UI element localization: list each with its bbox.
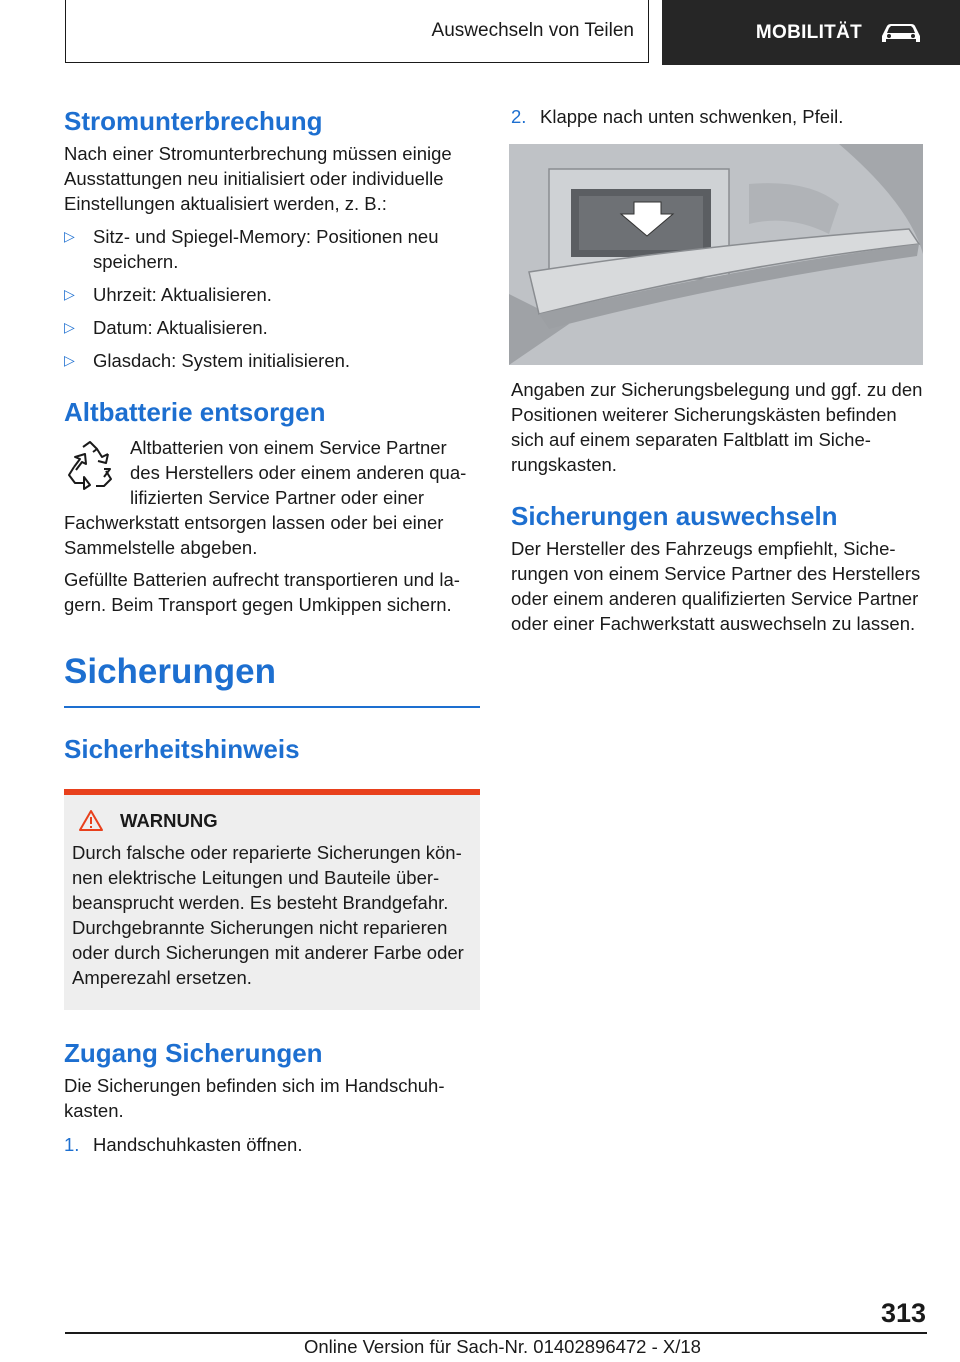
heading-sicherungen: Sicherungen <box>64 652 276 691</box>
bullet-marker: ▷ <box>64 352 75 368</box>
warning-header <box>78 809 472 832</box>
paragraph-auswechseln: Der Hersteller des Fahrzeugs empfiehlt, Sicherungen von einem Service Partner des Herstellers oder einem anderen qualifizierten Service Partner oder einer Fachwerkstatt auswechseln zu lassen. <box>511 538 921 634</box>
heading-auswechseln: Sicherungen auswechseln <box>511 501 838 531</box>
chapter-title: MOBILITÄT <box>755 21 862 43</box>
paragraph-altbatterie-2: Gefüllte Batterien aufrecht transportieren und lagern. Beim Transport gegen Umkippen sichern. <box>64 569 460 615</box>
paragraph-angaben: Angaben zur Sicherungsbelegung und ggf. zu den Positionen weiterer Sicherungskästen befinden sich auf einem separaten Faltblatt im Sicherungskasten. <box>511 379 923 475</box>
list-item <box>64 315 480 340</box>
altbatterie-block <box>64 435 480 560</box>
step-1 <box>64 1132 480 1157</box>
paragraph-zugang: Die Sicherungen befinden sich im Handschuhkasten. <box>64 1075 445 1121</box>
list-item-text: Uhrzeit: Aktualisieren. <box>93 284 272 305</box>
step-text: Klappe nach unten schwenken, Pfeil. <box>540 106 844 127</box>
left-column <box>64 100 480 1157</box>
list-item <box>64 348 480 373</box>
step-number: 1. <box>64 1134 80 1155</box>
bullet-marker: ▷ <box>64 228 75 244</box>
warning-text: Durch falsche oder reparierte Sicherungen können elektrische Leitungen und Bauteile überbeansprucht werden. Es besteht Brandgefahr. Durchgebrannte Sicherungen nicht reparieren oder durch Sicherungen mit anderer Farbe oder Amperezahl ersetzen. <box>72 842 464 988</box>
header-section <box>65 0 649 63</box>
heading-sicherheitshinweis: Sicherheitshinweis <box>64 734 300 764</box>
warning-icon <box>78 809 104 832</box>
footer-version: Online Version für Sach-Nr. 01402896472 - X/18 <box>304 1336 701 1357</box>
car-icon <box>878 20 924 46</box>
list-item-text: Datum: Aktualisieren. <box>93 317 268 338</box>
header-chapter <box>662 0 960 65</box>
glovebox-illustration <box>509 144 923 365</box>
bullet-marker: ▷ <box>64 319 75 335</box>
bullet-marker: ▷ <box>64 286 75 302</box>
list-item-text: Sitz- und Spiegel-Memory: Positionen neu speichern. <box>93 226 439 272</box>
page-number: 313 <box>880 1298 926 1328</box>
step-2 <box>511 104 925 129</box>
step-text: Handschuhkasten öffnen. <box>93 1134 303 1155</box>
warning-title: WARNUNG <box>120 809 218 831</box>
heading-altbatterie: Altbatterie entsorgen <box>64 397 326 427</box>
warning-box <box>64 789 480 1010</box>
heading-zugang: Zugang Sicherungen <box>64 1038 323 1068</box>
list-item-text: Glasdach: System initialisieren. <box>93 350 351 371</box>
heading-rule <box>64 706 480 708</box>
heading-stromunterbrechung: Stromunterbrechung <box>64 106 323 136</box>
list-item <box>64 282 480 307</box>
bullet-list <box>64 224 480 373</box>
glovebox-photo <box>509 144 923 365</box>
step-number: 2. <box>511 106 527 127</box>
footer-rule <box>65 1332 927 1334</box>
section-title: Auswechseln von Teilen <box>431 20 634 41</box>
list-item <box>64 224 480 274</box>
right-column <box>511 100 925 636</box>
paragraph-altbatterie-1: Altbatterien von einem Service Partner des Herstellers oder einem anderen qualifizierten Service Partner oder einer Fachwerkstatt entsorgen lassen oder bei einer Sammelstelle abgeben. <box>64 437 467 558</box>
recycling-icon <box>64 439 116 491</box>
paragraph-stromunterbrechung: Nach einer Stromunterbrechung müssen einige Ausstattungen neu initialisiert oder individuelle Einstellungen aktualisiert werden, z. B.: <box>64 143 452 214</box>
